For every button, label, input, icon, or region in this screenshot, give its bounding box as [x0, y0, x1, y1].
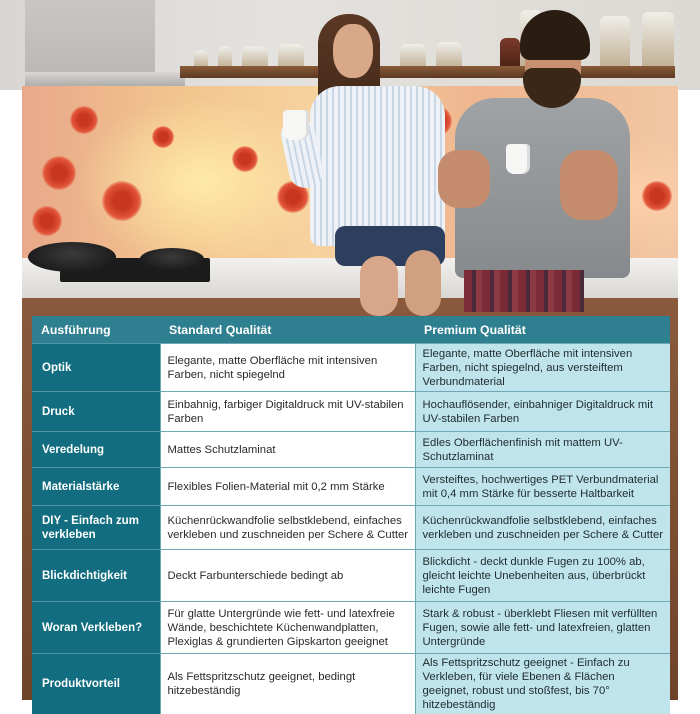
table-row — [32, 344, 670, 392]
woman-leg — [405, 250, 441, 316]
premium-cell: Versteiftes, hochwertiges PET Verbundmaterial mit 0,4 mm Stärke für besserte Haltbarkeit — [415, 468, 670, 506]
table-row — [32, 468, 670, 506]
man-arm — [560, 150, 618, 220]
premium-cell: Hochauflösender, einbahniger Digitaldruck mit UV-stabilen Farben — [415, 392, 670, 432]
header-premium: Premium Qualität — [415, 316, 670, 344]
standard-cell: Elegante, matte Oberfläche mit intensiven Farben, nicht spiegelnd — [160, 344, 415, 392]
premium-cell: Elegante, matte Oberfläche mit intensiven Farben, nicht spiegelnd, aus versteiftem Verbundmaterial — [415, 344, 670, 392]
table-row — [32, 432, 670, 468]
standard-cell: Für glatte Untergründe wie fett- und latexfreie Wände, beschichtete Küchenwandplatten, Plexiglas & grundierten Gipskarton geeignet — [160, 602, 415, 654]
premium-cell: Küchenrückwandfolie selbstklebend, einfaches verkleben und zuschneiden per Schere & Cutter — [415, 506, 670, 550]
standard-cell: Flexibles Folien-Material mit 0,2 mm Stärke — [160, 468, 415, 506]
mug — [283, 110, 309, 140]
premium-cell: Blickdicht - deckt dunkle Fugen zu 100% ab, gleicht leichte Unebenheiten aus, überbrückt leichte Fugen — [415, 550, 670, 602]
standard-cell: Küchenrückwandfolie selbstklebend, einfaches verkleben und zuschneiden per Schere & Cutter — [160, 506, 415, 550]
premium-cell: Edles Oberflächenfinish mit mattem UV-Schutzlaminat — [415, 432, 670, 468]
pan — [140, 248, 204, 270]
mug — [506, 144, 530, 174]
row-label: DIY - Einfach zum verkleben — [32, 506, 160, 550]
wall-shelf — [180, 66, 675, 78]
shelf-jars — [190, 8, 680, 68]
standard-cell: Mattes Schutzlaminat — [160, 432, 415, 468]
table-row — [32, 654, 670, 714]
row-label: Veredelung — [32, 432, 160, 468]
row-label: Produktvorteil — [32, 654, 160, 714]
table-row — [32, 550, 670, 602]
comparison-table — [32, 316, 670, 714]
premium-cell: Als Fettspritzschutz geeignet - Einfach zu Verkleben, für viele Ebenen & Flächen geeignet, robust und stoßfest, bis 70° hitzebeständig — [415, 654, 670, 714]
woman-leg — [360, 256, 398, 316]
row-label: Materialstärke — [32, 468, 160, 506]
table-row — [32, 392, 670, 432]
row-label: Woran Verkleben? — [32, 602, 160, 654]
standard-cell: Deckt Farbunterschiede bedingt ab — [160, 550, 415, 602]
standard-cell: Als Fettspritzschutz geeignet, bedingt hitzebeständig — [160, 654, 415, 714]
woman-face — [333, 24, 373, 78]
table-header-row — [32, 316, 670, 344]
woman-shirt — [310, 86, 445, 246]
premium-cell: Stark & robust - überklebt Fliesen mit verfüllten Fugen, sowie alle fett- und latexfreien, glatten Untergründe — [415, 602, 670, 654]
header-standard: Standard Qualität — [160, 316, 415, 344]
table-row — [32, 602, 670, 654]
row-label: Blickdichtigkeit — [32, 550, 160, 602]
table-row — [32, 506, 670, 550]
header-execution: Ausführung — [32, 316, 160, 344]
row-label: Druck — [32, 392, 160, 432]
man-pants — [464, 270, 584, 312]
standard-cell: Einbahnig, farbiger Digitaldruck mit UV-stabilen Farben — [160, 392, 415, 432]
row-label: Optik — [32, 344, 160, 392]
man-arm — [438, 150, 490, 208]
pan — [28, 242, 116, 272]
